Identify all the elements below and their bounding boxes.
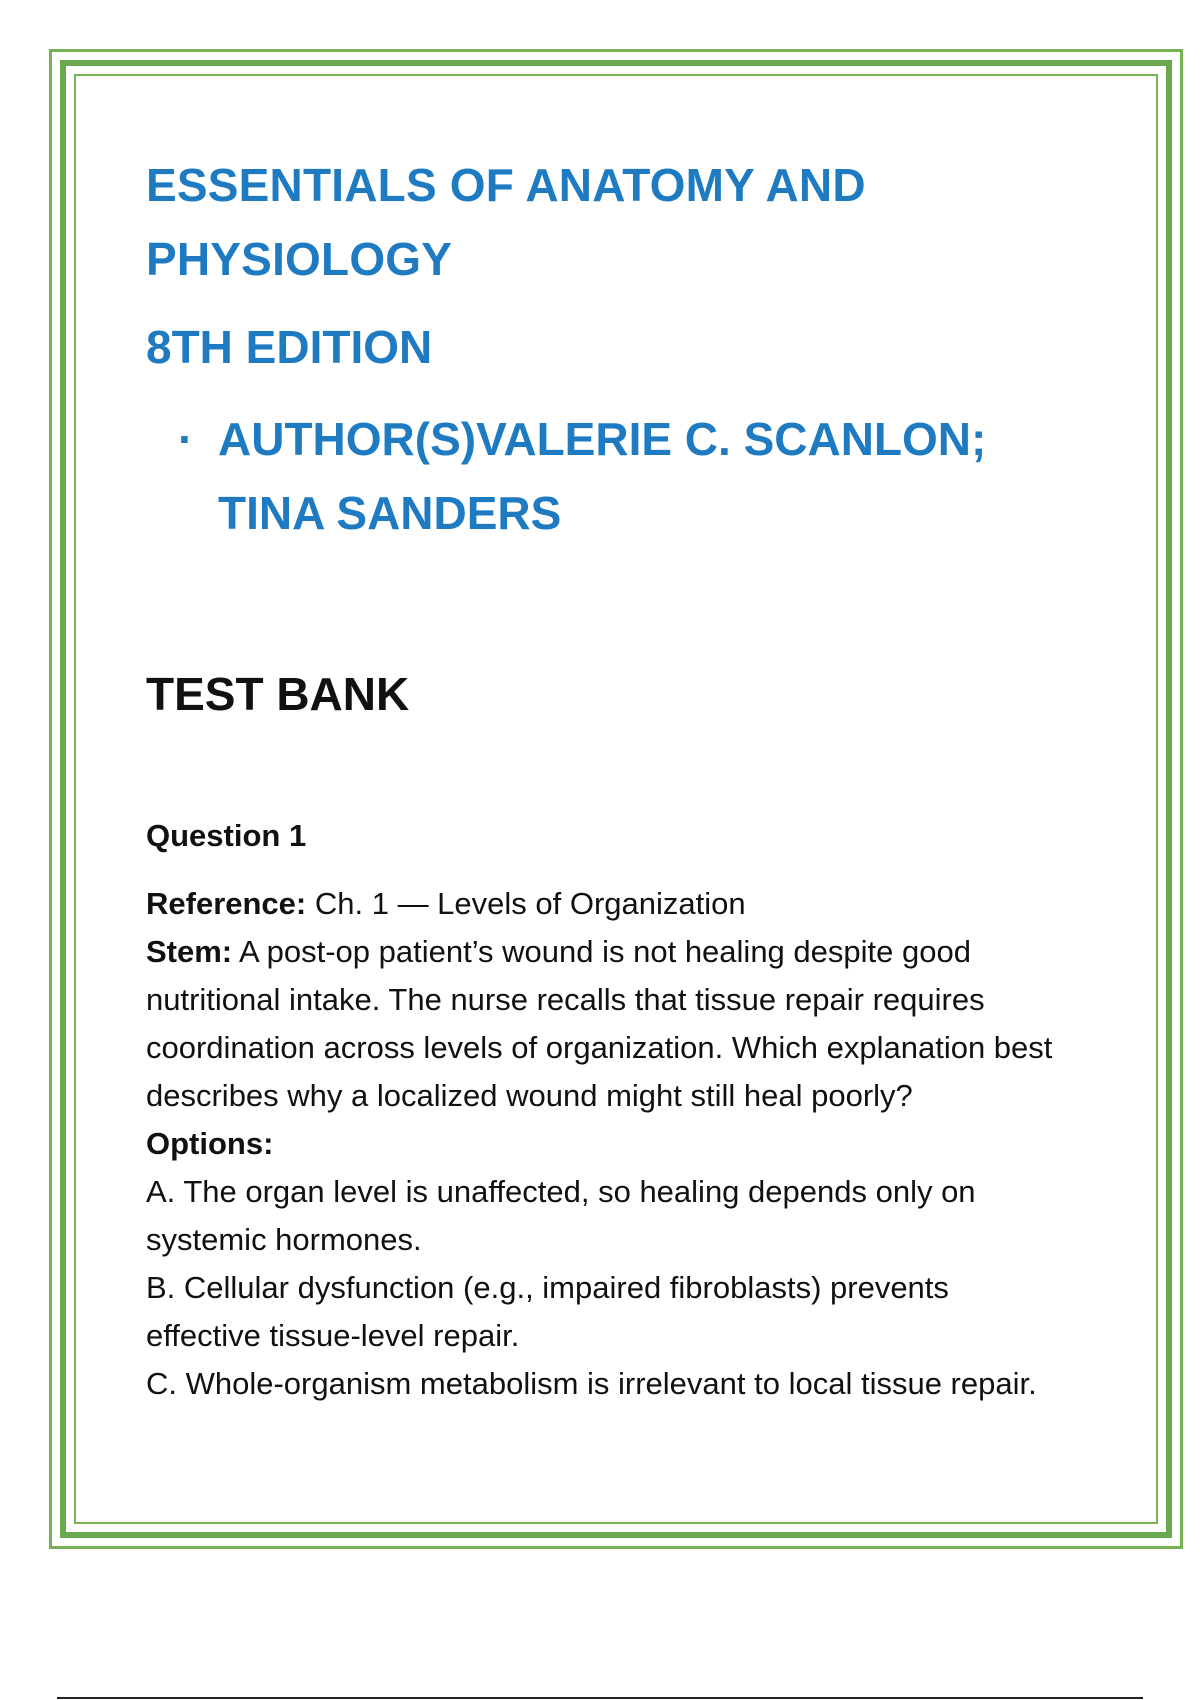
bullet-icon: · [178,413,194,465]
question-body [146,880,1066,1408]
options-label: Options: [146,1126,274,1161]
reference-label: Reference: [146,886,307,921]
stem-value: A post-op patient’s wound is not healing despite good nutritional intake. The nurse recalls that tissue repair requires coordination across levels of organization. Which explanation best describes why a localized wound might still heal poorly? [146,934,1053,1113]
option-b: B. Cellular dysfunction (e.g., impaired fibroblasts) prevents effective tissue-level repair. [146,1270,949,1353]
stem-line [146,928,1066,1120]
author-text: AUTHOR(S)VALERIE C. SCANLON; TINA SANDERS [218,413,987,539]
option-a: A. The organ level is unaffected, so healing depends only on systemic hormones. [146,1174,976,1257]
question-label: Question 1 [146,818,307,853]
edition-label: 8TH EDITION [146,321,433,373]
stem-label: Stem: [146,934,233,969]
reference-value: Ch. 1 — Levels of Organization [306,886,746,921]
page-divider [57,1697,1143,1699]
option-c: C. Whole-organism metabolism is irrelevant to local tissue repair. [146,1366,1037,1401]
section-title: TEST BANK [146,668,410,720]
reference-line [146,880,1066,928]
document-title: ESSENTIALS OF ANATOMY AND PHYSIOLOGY [146,159,866,285]
